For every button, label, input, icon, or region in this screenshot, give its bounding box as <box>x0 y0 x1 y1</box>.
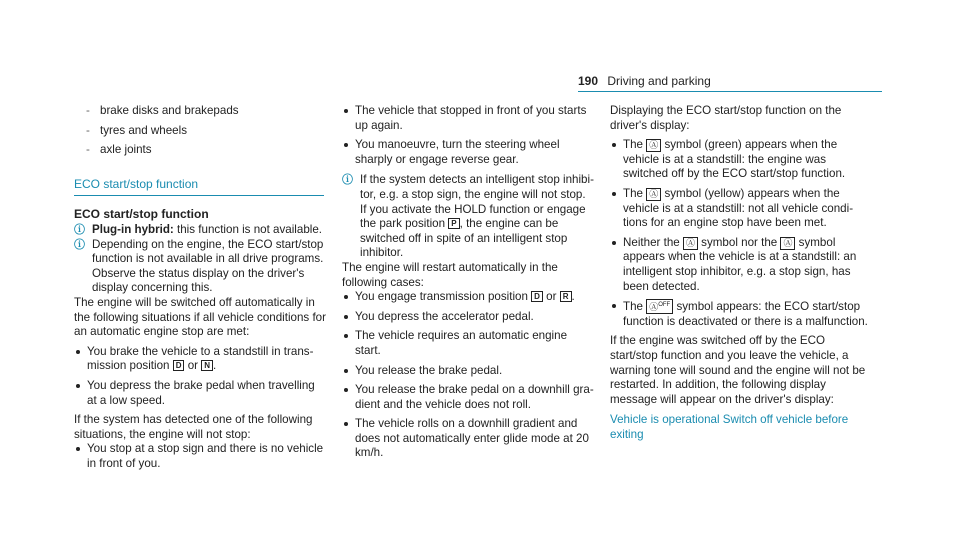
list-item: - brake disks and brakepads <box>74 104 326 119</box>
list-item: The vehicle rolls on a downhill gradient and does not automatically enter glide mode at 20 km/h. <box>342 417 594 461</box>
eco-start-stop-icon: Ⓐ <box>646 139 661 152</box>
section-heading: ECO start/stop function <box>74 176 199 191</box>
note-hybrid <box>74 223 326 238</box>
column-right <box>610 104 872 442</box>
list-item <box>610 138 872 182</box>
text: or <box>184 359 202 373</box>
note-label: Plug-in hybrid: <box>92 222 174 236</box>
text: symbol appears when the vehicle is at a standstill: an intelligent stop inhibitor, e.g. a stop sign, has been detected. <box>623 235 857 293</box>
heading-rule <box>74 195 324 196</box>
paragraph: If the system has detected one of the following situations, the engine will not stop: <box>74 413 313 441</box>
column-left <box>74 104 326 471</box>
list-item <box>610 236 872 294</box>
list-item: The vehicle that stopped in front of you starts up again. <box>342 104 594 133</box>
note-text: Depending on the engine, the ECO start/stop function is not available in all drive programs. Observe the status display on the driver's display concerning this. <box>92 237 324 295</box>
symbol-off: OFF <box>658 302 671 309</box>
text: or <box>542 290 560 304</box>
text: You brake the vehicle to a standstill in transmission position <box>87 344 314 373</box>
text: The <box>623 300 647 314</box>
page-number: 190 <box>578 74 599 88</box>
eco-start-stop-icon: Ⓐ <box>780 237 795 250</box>
list-item <box>610 299 872 329</box>
list-item: - tyres and wheels <box>74 124 326 139</box>
note-drive-programs <box>74 238 326 296</box>
paragraph: The engine will be switched off automatically in the following situations if all vehicle conditions for an automatic engine stop are met: <box>74 295 326 339</box>
gear-key-p: P <box>448 218 459 229</box>
page-header <box>578 74 711 89</box>
list-item <box>342 290 594 305</box>
list-item: The vehicle requires an automatic engine start. <box>342 329 594 358</box>
list-item <box>74 345 326 374</box>
eco-start-stop-icon: Ⓐ <box>683 237 698 250</box>
subheading: ECO start/stop function <box>74 207 209 222</box>
note-text: this function is not available. <box>173 222 323 236</box>
info-icon: ⓘ <box>74 238 85 251</box>
text: You engage transmission position <box>355 290 532 304</box>
note-stop-inhibitor <box>342 173 594 261</box>
display-message: Vehicle is operational Switch off vehicle before exiting <box>610 413 849 441</box>
text: symbol (green) appears when the vehicle is at a standstill: the engine was switched off by the ECO start/stop function. <box>623 138 846 181</box>
gear-key-r: R <box>560 291 572 302</box>
text: . <box>571 290 575 304</box>
symbol: Ⓐ <box>649 302 659 313</box>
text: Neither the <box>623 235 683 249</box>
paragraph: The engine will restart automatically in the following cases: <box>342 260 558 289</box>
info-icon: ⓘ <box>342 174 353 187</box>
header-rule <box>578 91 882 92</box>
text: symbol (yellow) appears when the vehicle is at a standstill: not all vehicle conditions for an engine stop have been met. <box>623 186 854 230</box>
list-item: You release the brake pedal on a downhill gradient and the vehicle does not roll. <box>342 383 594 412</box>
gear-key-d: D <box>531 291 543 302</box>
eco-start-stop-off-icon <box>646 299 673 314</box>
list-item: You stop at a stop sign and there is no vehicle in front of you. <box>74 442 326 471</box>
list-item: You depress the brake pedal when travelling at a low speed. <box>74 379 326 408</box>
eco-start-stop-icon: Ⓐ <box>646 188 661 201</box>
gear-key-d: D <box>173 360 185 371</box>
list-item: You release the brake pedal. <box>342 364 594 379</box>
text: The <box>623 138 647 152</box>
column-middle <box>342 104 594 461</box>
text: The <box>623 186 647 200</box>
info-icon: ⓘ <box>74 223 85 236</box>
paragraph: If the engine was switched off by the ECO start/stop function and you leave the vehicle, a warning tone will sound and the engine will not be restarted. In addition, the following display message will appear on the driver's display: <box>610 334 866 406</box>
note-text: , the engine can be switched off in spite of an intelligent stop inhibitor. <box>360 217 568 260</box>
note-text: If the system detects an intelligent stop inhibitor, e.g. a stop sign, the engine will not stop. If you activate the HOLD function or engage the park position <box>360 173 594 231</box>
list-item <box>610 187 872 231</box>
list-item: You manoeuvre, turn the steering wheel sharply or engage reverse gear. <box>342 138 594 167</box>
text: symbol appears: the ECO start/stop function is deactivated or there is a malfunction. <box>623 300 868 328</box>
gear-key-n: N <box>201 360 213 371</box>
section-title: Driving and parking <box>607 74 711 88</box>
text: symbol nor the <box>697 235 781 249</box>
list-item: You depress the accelerator pedal. <box>342 310 594 325</box>
text: . <box>213 359 217 373</box>
paragraph: Displaying the ECO start/stop function on the driver's display: <box>610 104 842 132</box>
list-item: - axle joints <box>74 143 326 158</box>
